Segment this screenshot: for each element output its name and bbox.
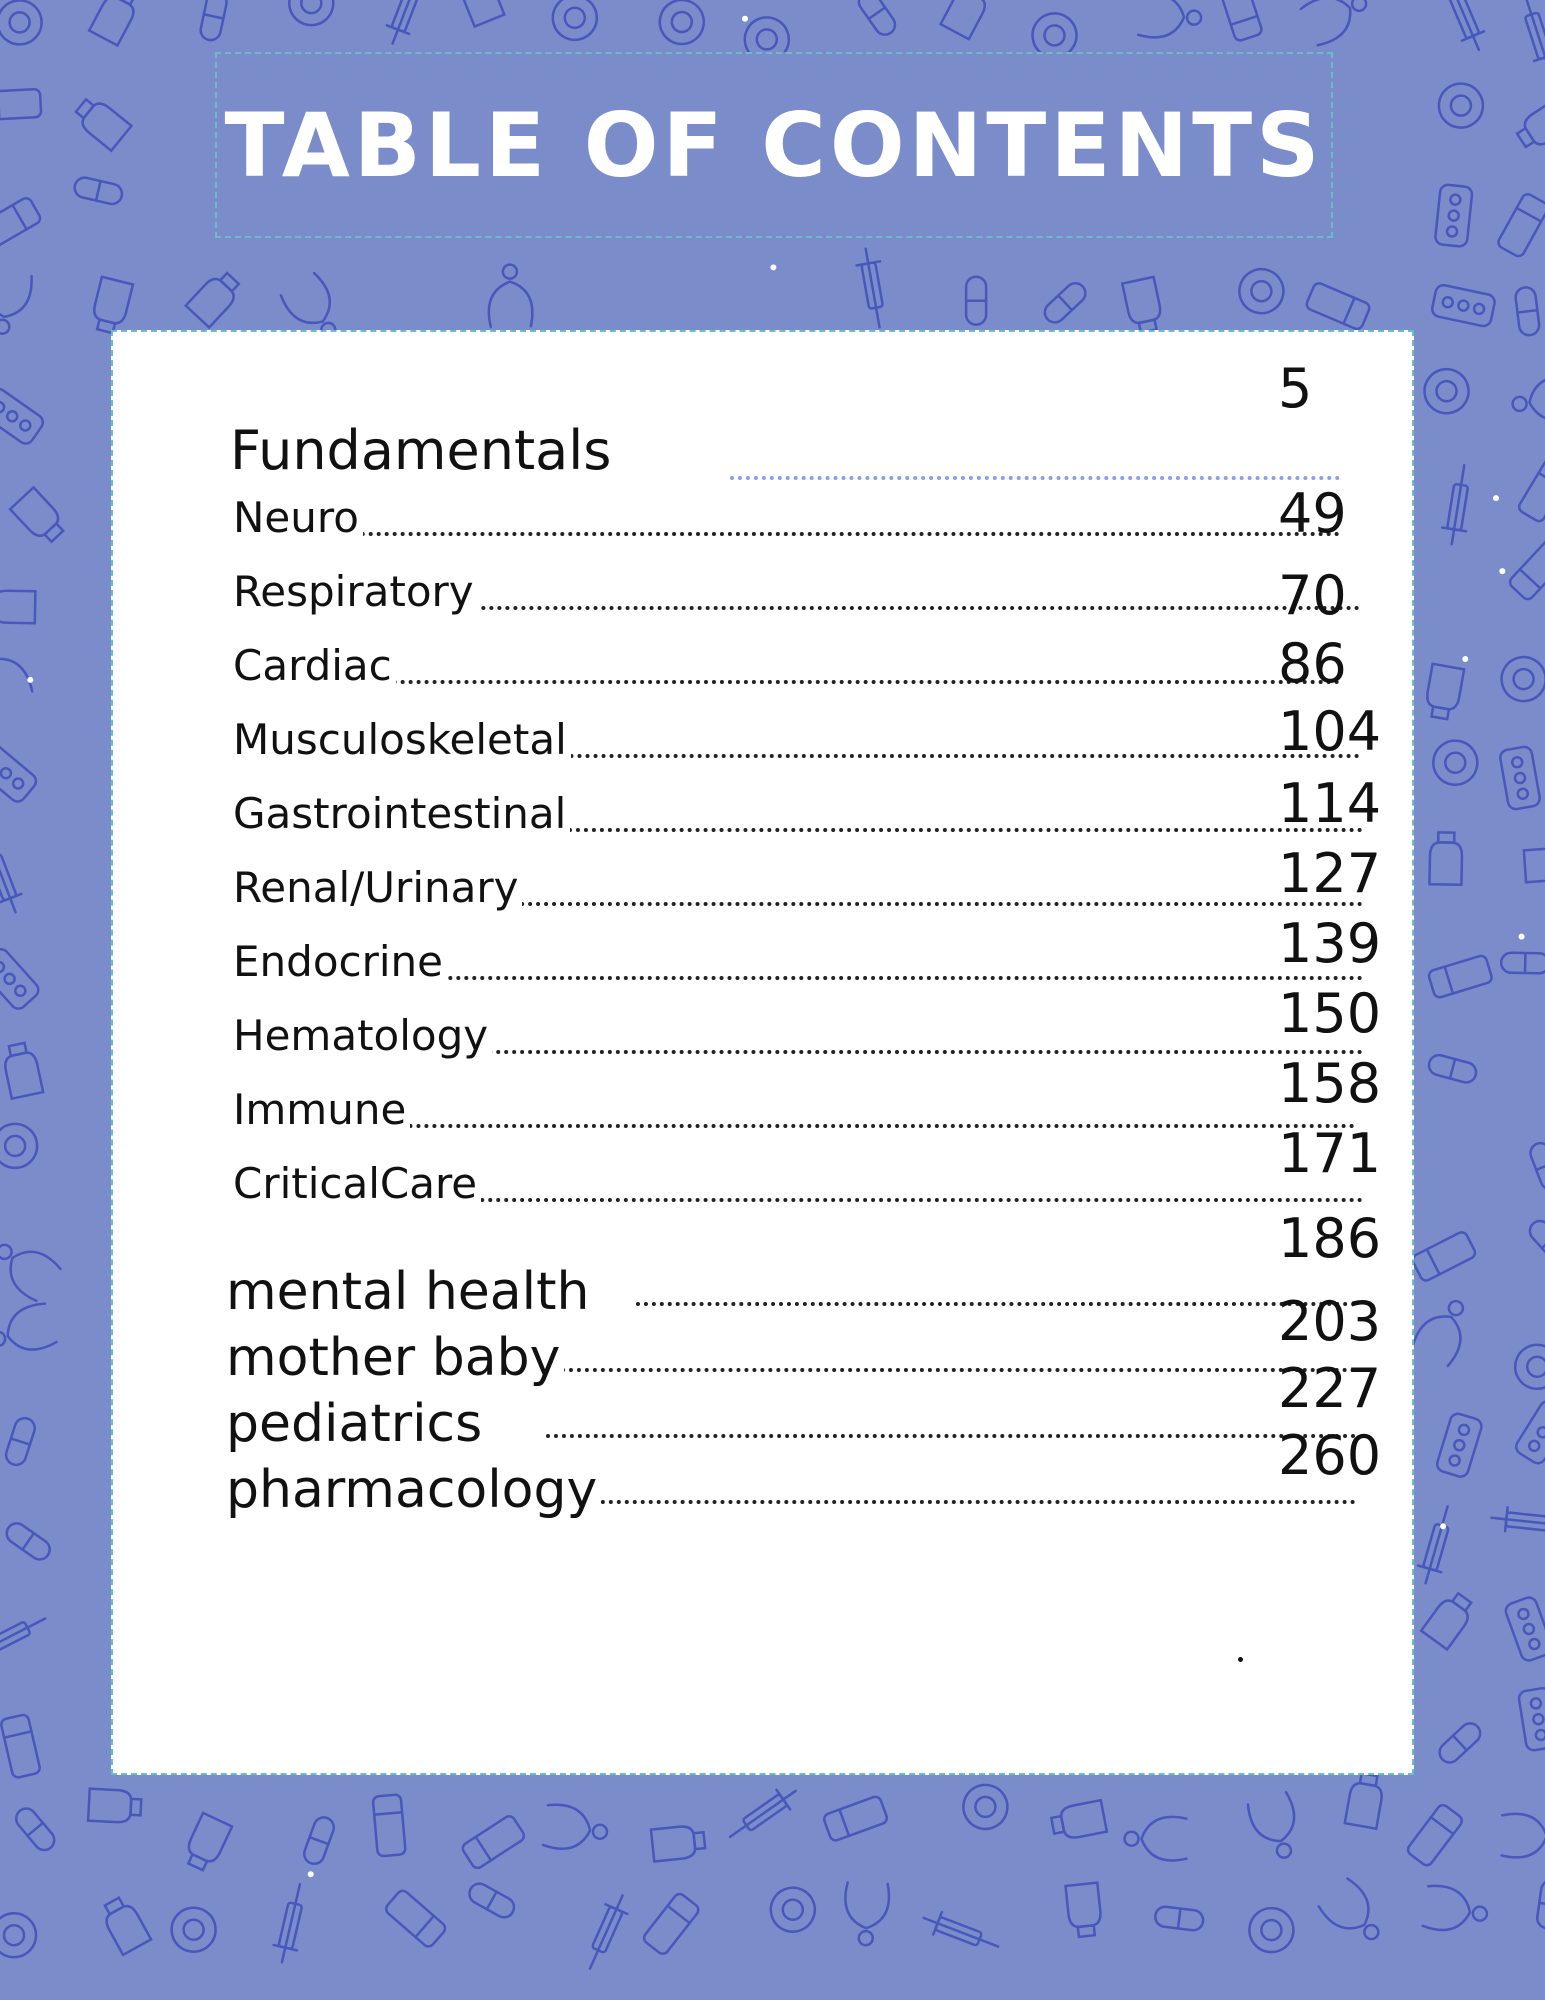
toc-entry-page: 104: [1278, 700, 1382, 763]
toc-entry-label: CriticalCare: [233, 1159, 481, 1208]
title-banner: [215, 52, 1333, 238]
medical-doodle-icon: [0, 1714, 41, 1779]
toc-entry-label: Fundamentals: [230, 419, 612, 482]
medical-doodle-icon: [0, 1608, 51, 1666]
medical-doodle-icon: [1524, 847, 1545, 883]
toc-entry-label: Neuro: [233, 493, 363, 542]
sparkle-dot: [1462, 656, 1468, 662]
medical-doodle-icon: [1411, 1292, 1479, 1367]
medical-doodle-icon: [1437, 0, 1490, 55]
medical-doodle-icon: [1499, 746, 1541, 811]
toc-entry-gastrointestinal[interactable]: [233, 778, 1363, 838]
sparkle-dot: [1499, 568, 1505, 574]
medical-doodle-icon: [1507, 1337, 1545, 1397]
medical-doodle-icon: [651, 1824, 706, 1861]
medical-doodle-icon: [579, 1891, 633, 1974]
medical-doodle-icon: [1513, 1398, 1545, 1466]
toc-entry-mother-baby[interactable]: [226, 1318, 1356, 1388]
medical-doodle-icon: [1526, 1217, 1545, 1266]
medical-doodle-icon: [0, 634, 34, 709]
medical-doodle-icon: [1435, 184, 1473, 247]
medical-doodle-icon: [455, 0, 504, 27]
medical-doodle-icon: [1494, 649, 1545, 709]
medical-doodle-icon: [548, 0, 602, 45]
medical-doodle-icon: [823, 1795, 889, 1842]
medical-doodle-icon: [0, 833, 27, 916]
medical-doodle-icon: [0, 196, 42, 250]
medical-doodle-icon: [1501, 953, 1545, 974]
toc-entry-endocrine[interactable]: [233, 926, 1363, 986]
dot-leader: [233, 532, 1340, 536]
medical-doodle-icon: [1510, 375, 1545, 427]
medical-doodle-icon: [1517, 457, 1545, 523]
medical-doodle-icon: [289, 0, 334, 25]
medical-doodle-icon: [186, 268, 245, 328]
toc-entry-label: mental health: [226, 1262, 593, 1322]
toc-entry-page: 5: [1278, 357, 1313, 420]
medical-doodle-icon: [0, 590, 35, 623]
toc-entry-fundamentals[interactable]: [230, 392, 1340, 482]
medical-doodle-icon: [1240, 1899, 1302, 1961]
page-title: TABLE OF CONTENTS: [224, 93, 1324, 197]
toc-entry-neuro[interactable]: [233, 482, 1340, 542]
medical-doodle-icon: [1427, 1053, 1479, 1085]
medical-doodle-icon: [723, 1781, 802, 1847]
medical-doodle-icon: [1424, 732, 1486, 794]
medical-doodle-icon: [543, 1803, 610, 1854]
medical-doodle-icon: [181, 1813, 232, 1874]
medical-doodle-icon: [652, 0, 712, 52]
toc-entry-label: Endocrine: [233, 937, 447, 986]
medical-doodle-icon: [301, 1815, 336, 1867]
medical-doodle-icon: [955, 1777, 1015, 1837]
toc-entry-page: 227: [1278, 1357, 1382, 1420]
medical-doodle-icon: [3, 1416, 37, 1468]
medical-doodle-icon: [1515, 286, 1541, 336]
toc-entry-label: Musculoskeletal: [233, 715, 571, 764]
toc-entry-hematology[interactable]: [233, 1000, 1363, 1060]
medical-doodle-icon: [1513, 99, 1545, 154]
medical-doodle-icon: [1300, 0, 1375, 47]
toc-entry-label: pharmacology: [226, 1460, 601, 1520]
stray-dot: [1238, 1657, 1243, 1662]
toc-entry-label: Cardiac: [233, 641, 396, 690]
toc-entry-page: 86: [1278, 632, 1347, 695]
medical-doodle-icon: [941, 0, 994, 39]
medical-doodle-icon: [1, 1041, 43, 1099]
medical-doodle-icon: [1440, 463, 1476, 546]
medical-doodle-icon: [1540, 1008, 1545, 1091]
medical-doodle-icon: [966, 277, 986, 325]
medical-doodle-icon: [1429, 832, 1462, 885]
medical-doodle-icon: [98, 1894, 151, 1955]
medical-doodle-icon: [1232, 262, 1291, 321]
medical-doodle-icon: [384, 1888, 448, 1948]
toc-entry-label: Respiratory: [233, 567, 478, 616]
toc-entry-page: 186: [1278, 1207, 1382, 1270]
medical-doodle-icon: [1416, 361, 1477, 422]
toc-entry-pharmacology[interactable]: [226, 1450, 1356, 1520]
dot-leader: [730, 476, 1340, 480]
toc-entry-musculoskeletal[interactable]: [233, 704, 1360, 764]
medical-doodle-icon: [0, 1230, 62, 1302]
medical-doodle-icon: [1436, 1719, 1485, 1766]
medical-doodle-icon: [0, 946, 42, 1012]
medical-doodle-icon: [71, 93, 132, 151]
dot-leader: [233, 680, 1340, 684]
sparkle-dot: [308, 1871, 314, 1877]
sparkle-dot: [27, 677, 33, 683]
medical-doodle-icon: [1065, 1883, 1102, 1938]
medical-doodle-icon: [1125, 1817, 1187, 1861]
toc-entry-page: 49: [1278, 482, 1347, 545]
sparkle-dot: [1519, 934, 1525, 940]
toc-entry-page: 150: [1278, 982, 1382, 1045]
medical-doodle-icon: [89, 277, 133, 335]
toc-entry-page: 139: [1278, 912, 1382, 975]
medical-doodle-icon: [855, 0, 899, 39]
toc-entry-cardiac[interactable]: [233, 630, 1340, 690]
medical-doodle-icon: [88, 1789, 142, 1824]
medical-doodle-icon: [461, 1814, 527, 1870]
medical-doodle-icon: [170, 1907, 216, 1953]
toc-entry-pediatrics[interactable]: [226, 1384, 1356, 1454]
sparkle-dot: [770, 264, 776, 270]
medical-doodle-icon: [642, 1892, 701, 1957]
medical-doodle-icon: [1317, 1877, 1391, 1952]
medical-doodle-icon: [73, 176, 124, 206]
medical-doodle-icon: [1514, 0, 1545, 75]
toc-entry-page: 127: [1278, 842, 1382, 905]
medical-doodle-icon: [12, 1804, 58, 1854]
medical-doodle-icon: [1406, 1803, 1464, 1868]
toc-entry-page: 260: [1278, 1424, 1382, 1487]
medical-doodle-icon: [373, 1794, 406, 1856]
toc-entry-renal-urinary[interactable]: [233, 852, 1363, 912]
medical-doodle-icon: [1436, 81, 1486, 131]
toc-entry-respiratory[interactable]: [233, 556, 1360, 616]
medical-doodle-icon: [1508, 539, 1545, 602]
medical-doodle-icon: [0, 386, 46, 447]
medical-doodle-icon: [1154, 1906, 1204, 1932]
toc-entry-page: 203: [1278, 1290, 1382, 1353]
medical-doodle-icon: [1528, 1140, 1545, 1192]
medical-doodle-icon: [89, 0, 142, 45]
medical-doodle-icon: [270, 1882, 311, 1965]
toc-entry-page: 171: [1278, 1122, 1382, 1185]
medical-doodle-icon: [1411, 1230, 1477, 1282]
contents-panel: [111, 330, 1414, 1775]
toc-entry-label: Hematology: [233, 1011, 492, 1060]
medical-doodle-icon: [0, 0, 51, 53]
medical-doodle-icon: [1422, 1884, 1489, 1936]
medical-doodle-icon: [1518, 1687, 1545, 1751]
medical-doodle-icon: [1435, 1412, 1483, 1479]
medical-doodle-icon: [854, 247, 892, 330]
medical-doodle-icon: [0, 1912, 37, 1958]
medical-doodle-icon: [0, 742, 39, 805]
toc-entry-criticalcare[interactable]: [233, 1148, 1363, 1208]
medical-doodle-icon: [1431, 284, 1496, 328]
toc-entry-mental-health[interactable]: [226, 1252, 1356, 1322]
medical-doodle-icon: [1218, 0, 1263, 42]
toc-entry-immune[interactable]: [233, 1074, 1355, 1134]
toc-entry-page: 114: [1278, 772, 1382, 835]
toc-entry-label: Immune: [233, 1085, 410, 1134]
medical-doodle-icon: [1428, 954, 1494, 998]
medical-doodle-icon: [3, 1519, 54, 1563]
medical-doodle-icon: [1421, 1589, 1477, 1650]
medical-doodle-icon: [919, 1907, 1002, 1958]
medical-doodle-icon: [1041, 279, 1090, 326]
medical-doodle-icon: [0, 269, 33, 338]
toc-entry-label: Renal/Urinary: [233, 863, 522, 912]
medical-doodle-icon: [199, 0, 229, 42]
sparkle-dot: [1493, 495, 1499, 501]
sparkle-dot: [1440, 1523, 1446, 1529]
medical-doodle-icon: [1504, 1595, 1545, 1662]
medical-doodle-icon: [10, 487, 69, 547]
medical-doodle-icon: [1345, 1772, 1386, 1829]
medical-doodle-icon: [1424, 664, 1465, 721]
medical-doodle-icon: [488, 264, 533, 327]
medical-doodle-icon: [1496, 192, 1545, 258]
medical-doodle-icon: [1501, 1814, 1545, 1859]
medical-doodle-icon: [1305, 281, 1371, 330]
medical-doodle-icon: [381, 0, 432, 48]
medical-doodle-icon: [1246, 1792, 1307, 1864]
medical-doodle-icon: [1490, 1506, 1545, 1538]
toc-entry-page: 158: [1278, 1052, 1382, 1115]
medical-doodle-icon: [0, 1115, 46, 1177]
medical-doodle-icon: [1414, 1503, 1459, 1587]
medical-doodle-icon: [1536, 1879, 1545, 1929]
medical-doodle-icon: [1050, 1800, 1107, 1841]
medical-doodle-icon: [844, 1882, 890, 1945]
toc-entry-label: Gastrointestinal: [233, 789, 570, 838]
dot-leader: [636, 1302, 1356, 1306]
medical-doodle-icon: [764, 1881, 821, 1938]
toc-entry-page: 70: [1278, 564, 1347, 627]
sparkle-dot: [742, 16, 748, 22]
medical-doodle-icon: [1138, 0, 1202, 40]
medical-doodle-icon: [466, 1880, 518, 1921]
dot-leader: [546, 1434, 1356, 1438]
medical-doodle-icon: [0, 1302, 57, 1362]
toc-entry-label: pediatrics: [226, 1394, 486, 1454]
toc-entry-label: mother baby: [226, 1328, 564, 1388]
medical-doodle-icon: [1122, 277, 1164, 335]
medical-doodle-icon: [0, 89, 41, 120]
